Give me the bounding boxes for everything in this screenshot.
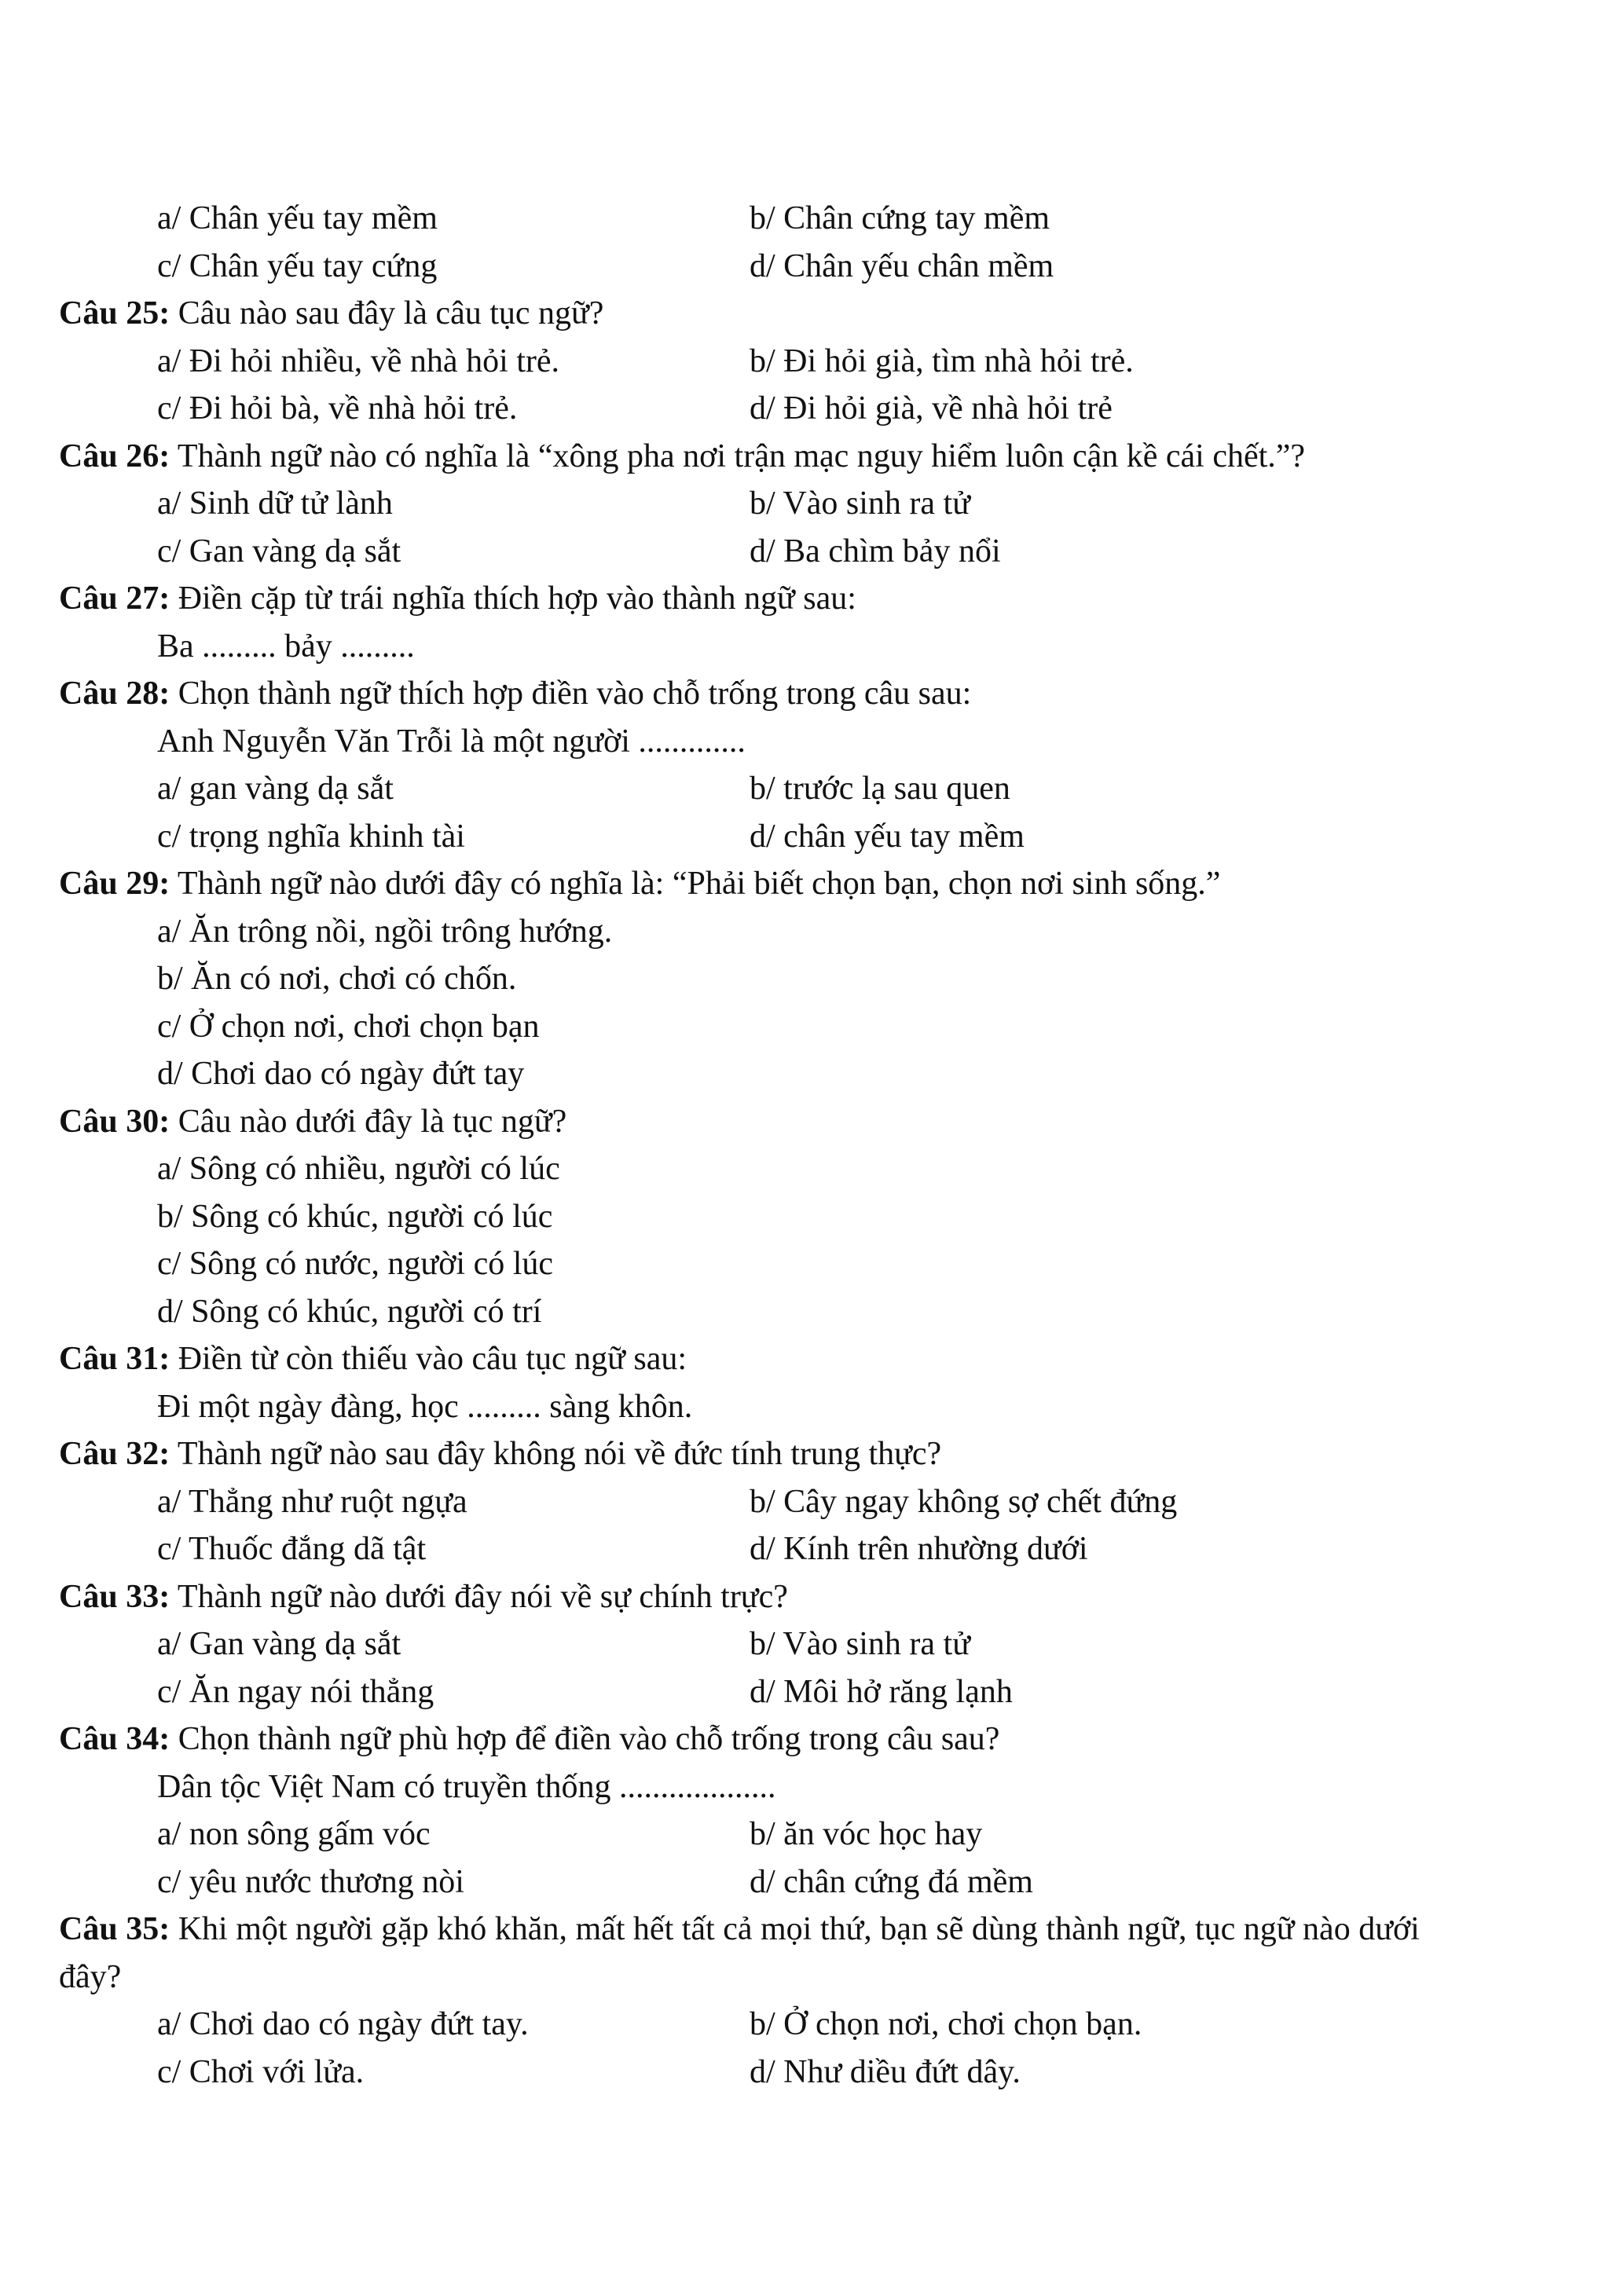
answer-option: b/ Vào sinh ra tử [750, 1626, 970, 1662]
indented-line [0, 623, 1624, 670]
question-line [0, 1430, 1624, 1478]
indented-line [0, 955, 1624, 1002]
answer-row [0, 480, 1624, 527]
question-number: Câu 35: [59, 1911, 170, 1947]
answer-option: d/ Chân yếu chân mềm [750, 247, 1054, 284]
answer-option: a/ Chân yếu tay mềm [157, 200, 438, 236]
question-text: Chọn thành ngữ thích hợp điền vào chỗ trống trong câu sau: [170, 676, 972, 712]
answer-option: d/ chân cứng đá mềm [750, 1863, 1033, 1900]
answer-option: b/ Ở chọn nơi, chơi chọn bạn. [750, 2006, 1142, 2042]
question-text: Câu nào sau đây là câu tục ngữ? [170, 295, 604, 331]
question-line [0, 670, 1624, 717]
answer-row [0, 1811, 1624, 1858]
indented-text: Anh Nguyễn Văn Trỗi là một người ............. [157, 723, 746, 760]
answer-option: c/ Chơi với lửa. [157, 2053, 365, 2090]
question-line [0, 1573, 1624, 1620]
answer-option: d/ Đi hỏi già, về nhà hỏi trẻ [750, 390, 1113, 427]
answer-option: b/ Cây ngay không sợ chết đứng [750, 1483, 1178, 1520]
answer-option: a/ non sông gấm vóc [157, 1816, 431, 1852]
answer-option: b/ trước lạ sau quen [750, 771, 1010, 807]
answer-option: c/ Ăn ngay nói thẳng [157, 1673, 434, 1710]
question-text: Điền cặp từ trái nghĩa thích hợp vào thành ngữ sau: [170, 580, 856, 617]
question-text: Thành ngữ nào dưới đây có nghĩa là: “Phải biết chọn bạn, chọn nơi sinh sống.” [170, 866, 1221, 902]
answer-option: d/ Ba chìm bảy nổi [750, 533, 1001, 569]
indented-line [0, 1383, 1624, 1430]
question-line [0, 860, 1624, 907]
question-text: Thành ngữ nào sau đây không nói về đức tính trung thực? [170, 1436, 942, 1472]
indented-line [0, 908, 1624, 955]
question-number: Câu 33: [59, 1578, 170, 1615]
answer-row [0, 195, 1624, 242]
answer-option: d/ Như diều đứt dây. [750, 2053, 1021, 2090]
answer-row [0, 2049, 1624, 2096]
answer-option: c/ Thuốc đắng dã tật [157, 1531, 427, 1567]
question-number: Câu 26: [59, 438, 170, 474]
answer-option: a/ gan vàng dạ sắt [157, 771, 394, 807]
answer-row [0, 243, 1624, 290]
answer-option: a/ Sinh dữ tử lành [157, 485, 393, 522]
indented-text: c/ Ở chọn nơi, chơi chọn bạn [157, 1008, 540, 1045]
indented-text: Đi một ngày đàng, học ......... sàng khôn. [157, 1388, 693, 1425]
answer-option: a/ Chơi dao có ngày đứt tay. [157, 2006, 529, 2042]
answer-row [0, 1858, 1624, 1906]
indented-text: a/ Sông có nhiều, người có lúc [157, 1151, 560, 1187]
question-text: Câu nào dưới đây là tục ngữ? [170, 1103, 567, 1140]
answer-option: c/ Đi hỏi bà, về nhà hỏi trẻ. [157, 390, 518, 427]
answer-row [0, 2001, 1624, 2048]
indented-line [0, 1050, 1624, 1097]
question-number: Câu 25: [59, 295, 170, 331]
answer-row [0, 338, 1624, 385]
question-number: Câu 34: [59, 1721, 170, 1757]
question-number: Câu 31: [59, 1341, 170, 1377]
answer-option: c/ trọng nghĩa khinh tài [157, 818, 465, 855]
answer-row [0, 528, 1624, 575]
indented-line [0, 1145, 1624, 1192]
indented-line [0, 1288, 1624, 1335]
question-text: Thành ngữ nào có nghĩa là “xông pha nơi trận mạc nguy hiểm luôn cận kề cái chết.”? [170, 438, 1306, 474]
question-number: Câu 32: [59, 1436, 170, 1472]
question-line [0, 433, 1624, 480]
question-number: Câu 29: [59, 866, 170, 902]
answer-option: a/ Đi hỏi nhiều, về nhà hỏi trẻ. [157, 342, 560, 379]
answer-row [0, 765, 1624, 812]
answer-option: c/ Gan vàng dạ sắt [157, 533, 401, 569]
question-number: Câu 27: [59, 580, 170, 617]
answer-row [0, 813, 1624, 860]
answer-row [0, 1478, 1624, 1525]
answer-option: d/ chân yếu tay mềm [750, 818, 1025, 855]
question-text: đây? [59, 1958, 122, 1995]
question-text: Thành ngữ nào dưới đây nói về sự chính trực? [170, 1578, 788, 1615]
question-text: Điền từ còn thiếu vào câu tục ngữ sau: [170, 1341, 687, 1377]
answer-row [0, 1668, 1624, 1716]
answer-option: b/ Vào sinh ra tử [750, 485, 970, 522]
question-number: Câu 30: [59, 1103, 170, 1140]
indented-text: d/ Sông có khúc, người có trí [157, 1293, 542, 1330]
question-number: Câu 28: [59, 676, 170, 712]
indented-text: c/ Sông có nước, người có lúc [157, 1246, 554, 1282]
question-text: Chọn thành ngữ phù hợp để điền vào chỗ trống trong câu sau? [170, 1721, 1000, 1757]
question-continuation [0, 1954, 1624, 2001]
question-line [0, 1716, 1624, 1763]
indented-text: a/ Ăn trông nồi, ngồi trông hướng. [157, 913, 613, 950]
answer-option: a/ Thẳng như ruột ngựa [157, 1483, 467, 1520]
answer-option: c/ Chân yếu tay cứng [157, 247, 438, 284]
answer-option: c/ yêu nước thương nòi [157, 1863, 464, 1900]
indented-line [0, 1763, 1624, 1811]
answer-option: b/ Chân cứng tay mềm [750, 200, 1050, 236]
indented-line [0, 1193, 1624, 1240]
question-line [0, 575, 1624, 622]
answer-option: b/ Đi hỏi già, tìm nhà hỏi trẻ. [750, 342, 1134, 379]
indented-text: b/ Sông có khúc, người có lúc [157, 1198, 553, 1235]
question-line [0, 1098, 1624, 1145]
indented-text: b/ Ăn có nơi, chơi có chốn. [157, 961, 517, 997]
indented-line [0, 1240, 1624, 1287]
question-line [0, 1906, 1624, 1953]
indented-text: Dân tộc Việt Nam có truyền thống ................... [157, 1768, 776, 1805]
answer-option: b/ ăn vóc học hay [750, 1816, 983, 1852]
answer-option: a/ Gan vàng dạ sắt [157, 1626, 401, 1662]
answer-row [0, 1620, 1624, 1668]
question-line [0, 290, 1624, 337]
indented-line [0, 718, 1624, 765]
question-text: Khi một người gặp khó khăn, mất hết tất cả mọi thứ, bạn sẽ dùng thành ngữ, tục ngữ nào dưới [170, 1911, 1420, 1947]
question-line [0, 1335, 1624, 1382]
answer-row [0, 385, 1624, 432]
indented-text: d/ Chơi dao có ngày đứt tay [157, 1056, 525, 1092]
indented-text: Ba ......... bảy ......... [157, 628, 415, 665]
answer-option: d/ Kính trên nhường dưới [750, 1531, 1088, 1567]
answer-option: d/ Môi hở răng lạnh [750, 1673, 1013, 1710]
indented-line [0, 1003, 1624, 1050]
answer-row [0, 1525, 1624, 1573]
